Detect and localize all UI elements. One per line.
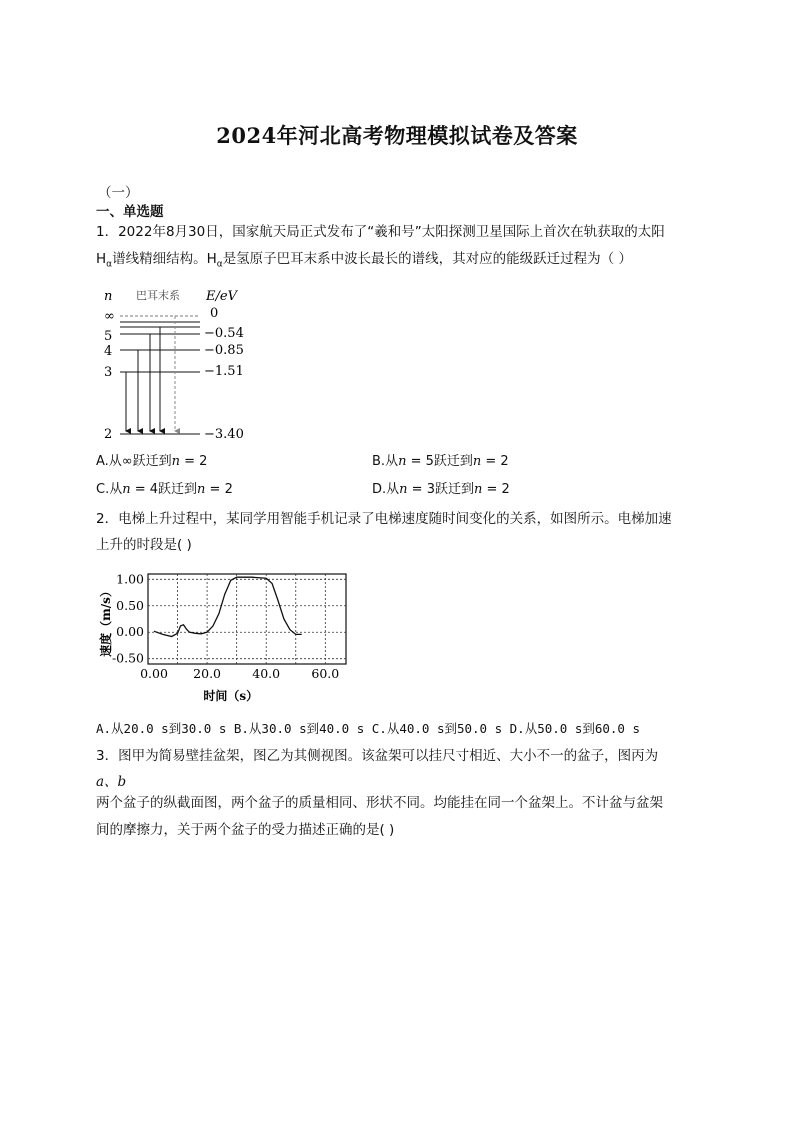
option-d-eq2: = 2 [482,482,510,497]
option-b-text: 从 [385,454,399,469]
axis-n-label: n [104,289,113,304]
q2-stem-line1: 2．电梯上升过程中，某同学用智能手机记录了电梯速度随时间变化的关系，如图所示。电梯加速 [96,511,672,527]
x-tick-2: 40.0 [252,666,281,681]
option-b-eq2: = 2 [481,454,509,469]
q1-option-d[interactable] [372,480,510,500]
option-d-var2: n [473,482,483,497]
x-tick-0: 0.00 [140,666,168,681]
option-c-label: C. [96,482,110,497]
y-tick-0: 1.00 [116,571,144,587]
q3-vars: a、b [96,774,127,790]
option-a-eq: = 2 [180,454,208,469]
q1-symbol-h: H [96,251,107,267]
option-a-var: n [171,454,181,469]
option-b-eq: = 5跃迁到 [406,454,473,469]
e-label-3: −1.51 [204,364,244,379]
energy-level-diagram [98,284,258,446]
option-a-label: A. [96,454,109,469]
q1-option-c[interactable] [96,480,233,500]
option-d-eq: = 3跃迁到 [407,482,474,497]
q1-option-b[interactable] [372,452,509,472]
q1-sub-alpha: α [106,259,113,270]
e-label-5: −0.54 [204,326,244,341]
n-label-4: 4 [104,344,113,359]
option-c-eq2: = 2 [205,482,233,497]
y-tick-labels [112,571,144,665]
option-b-var: n [398,454,407,469]
option-a-text: 从∞跃迁到 [108,454,172,469]
q1-option-a[interactable] [96,452,207,472]
e-label-inf: 0 [210,306,219,321]
x-axis-label: 时间（s） [203,689,259,703]
chart-grid [148,574,346,664]
q3-stem-line4: 间的摩擦力，关于两个盆子的受力描述正确的是( ) [96,822,395,838]
e-label-4: −0.85 [204,343,244,358]
option-d-text: 从 [386,482,400,497]
option-b-label: B. [372,454,386,469]
x-tick-3: 60.0 [311,666,340,681]
velocity-time-chart [96,566,356,706]
option-c-text: 从 [109,482,123,497]
section-heading: 一、单选题 [96,204,164,220]
y-tick-2: 0.00 [116,624,144,640]
q3-stem-line1: 3．图甲为简易壁挂盆架，图乙为其侧视图。该盆架可以挂尺寸相近、大小不一的盆子，图丙为 [96,748,659,764]
y-tick-1: 0.50 [116,597,144,613]
q1-stem-line2 [96,249,632,275]
n-label-inf: ∞ [104,309,115,324]
x-tick-labels [140,666,339,681]
n-label-3: 3 [104,365,113,380]
q3-stem-line3: 两个盆子的纵截面图，两个盆子的质量相同、形状不同。均能挂在同一个盆架上。不计盆与盆架 [96,795,663,811]
document-title: 2024年河北高考物理模拟试卷及答案 [216,123,578,148]
option-d-var: n [399,482,408,497]
velocity-curve [154,577,302,636]
q2-options[interactable]: A.从20.0 s到30.0 s B.从30.0 s到40.0 s C.从40.0 s到50.0 s D.从50.0 s到60.0 s [96,721,641,736]
axis-e-label: E/eV [206,289,237,304]
n-label-2: 2 [104,427,113,442]
y-tick-3: -0.50 [111,650,144,666]
q1-sub-alpha-2: α [216,259,223,270]
option-b-var2: n [472,454,482,469]
option-d-label: D. [372,482,387,497]
option-c-var: n [122,482,131,497]
x-tick-1: 20.0 [193,666,222,681]
q1-stem-line1: 1．2022年8月30日，国家航天局正式发布了“羲和号”太阳探测卫星国际上首次在轨获取的太阳 [96,224,665,240]
q1-text-mid: 谱线精细结构。H [112,251,217,267]
option-c-eq: = 4跃迁到 [130,482,198,497]
q2-stem-line2: 上升的时段是( ) [96,537,192,553]
part-label: （一） [98,185,139,201]
y-axis-label: 速度（m/s） [99,585,113,657]
n-label-5: 5 [104,329,113,344]
series-label: 巴耳末系 [136,289,180,302]
q1-text-post: 是氢原子巴耳末系中波长最长的谱线，其对应的能级跃迁过程为（ ） [222,251,632,267]
e-label-2: −3.40 [204,427,244,442]
option-c-var2: n [197,482,206,497]
